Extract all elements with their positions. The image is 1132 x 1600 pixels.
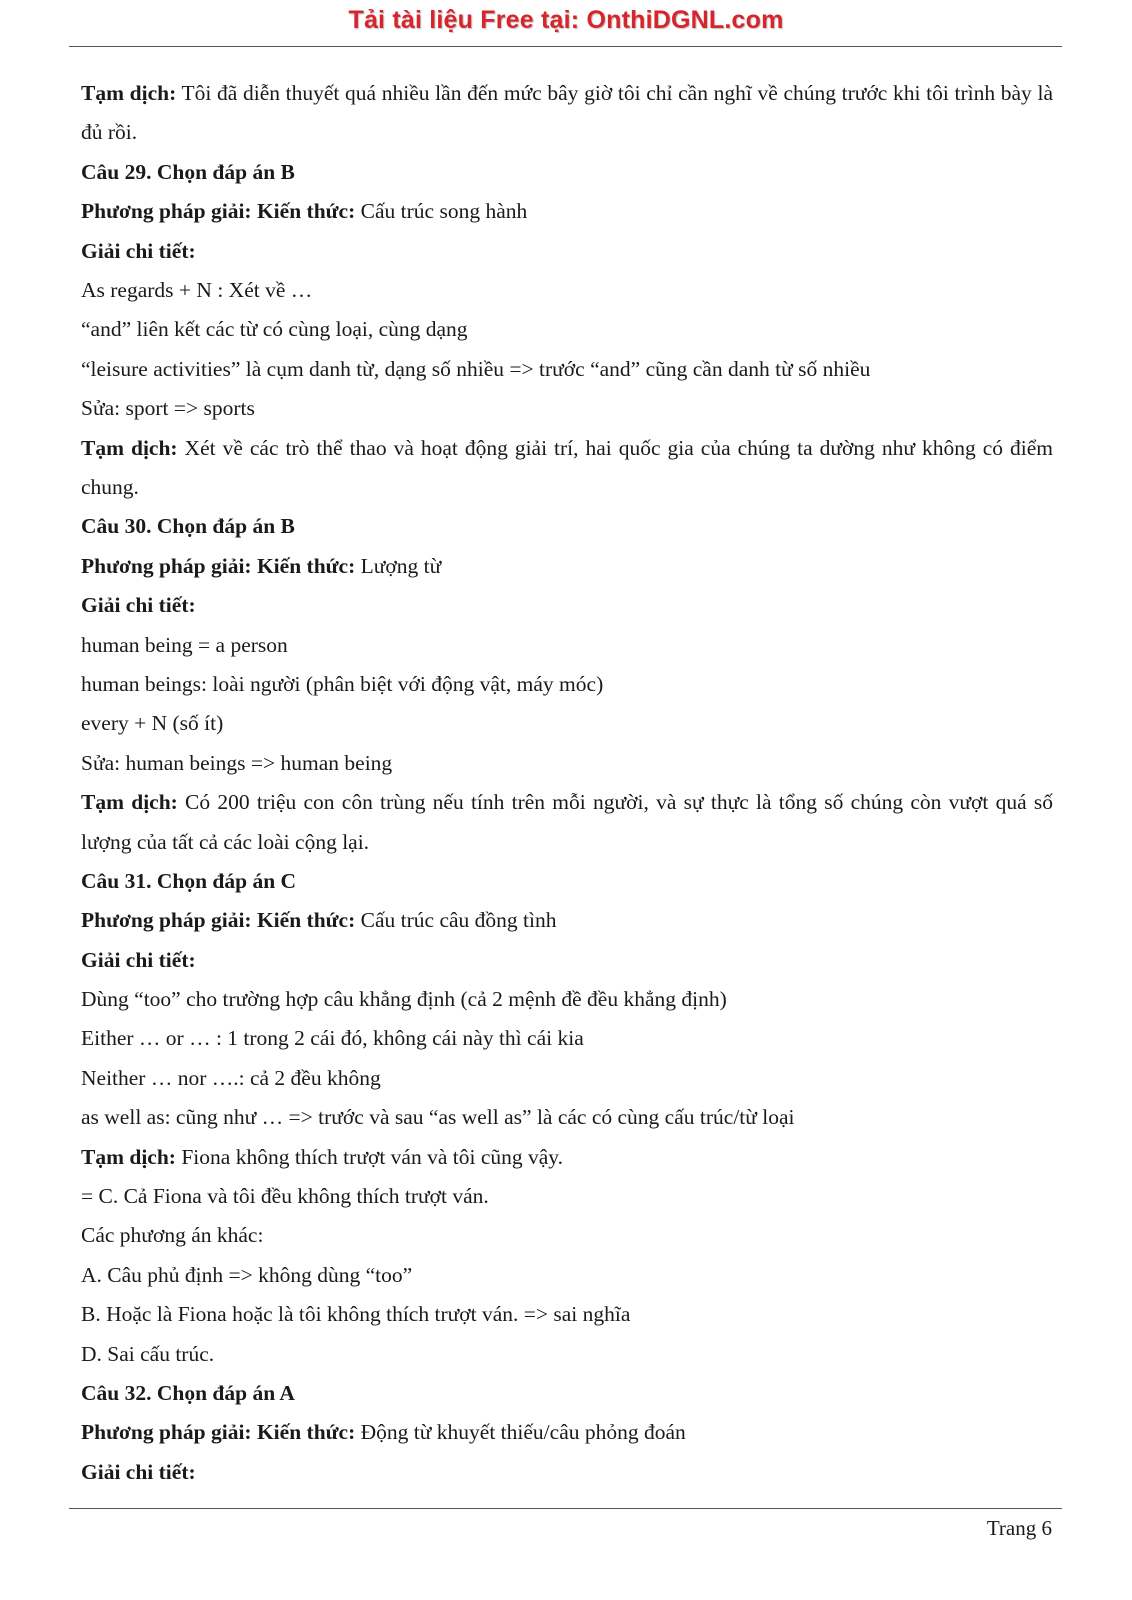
body-line: = C. Cả Fiona và tôi đều không thích trượt ván. <box>81 1184 489 1209</box>
question-heading-32: Câu 32. Chọn đáp án A <box>81 1380 295 1405</box>
body-line: As regards + N : Xét về … <box>81 277 313 302</box>
body-line: human beings: loài người (phân biệt với động vật, máy móc) <box>81 671 604 696</box>
method-text: Cấu trúc câu đồng tình <box>355 908 557 933</box>
body-line: “and” liên kết các từ có cùng loại, cùng dạng <box>81 317 468 342</box>
method-line <box>81 1413 1053 1452</box>
question-heading-29: Câu 29. Chọn đáp án B <box>81 159 295 184</box>
method-label: Phương pháp giải: Kiến thức: <box>81 553 356 578</box>
body-line: Either … or … : 1 trong 2 cái đó, không cái này thì cái kia <box>81 1026 584 1051</box>
correction-line: Sửa: sport => sports <box>81 396 255 421</box>
translation-label: Tạm dịch: <box>81 81 177 105</box>
translation-text: Fiona không thích trượt ván và tôi cũng vậy. <box>175 1144 564 1169</box>
method-line <box>81 901 1053 940</box>
body-line: as well as: cũng như … => trước và sau “as well as” là các có cùng cấu trúc/từ loại <box>81 1105 795 1130</box>
translation-text: Tôi đã diễn thuyết quá nhiều lần đến mức bây giờ tôi chỉ cần nghĩ về chúng trước khi tôi trình bày là đủ rồi. <box>81 81 1053 145</box>
page-number: Trang 6 <box>986 1516 1052 1540</box>
body-line: “leisure activities” là cụm danh từ, dạng số nhiều => trước “and” cũng cần danh từ số nhiều <box>81 356 871 381</box>
translation-line <box>81 429 1053 508</box>
translation-label: Tạm dịch: <box>81 1144 176 1169</box>
option-line: D. Sai cấu trúc. <box>81 1341 215 1366</box>
body-line: every + N (số ít) <box>81 711 224 736</box>
detail-heading: Giải chi tiết: <box>81 1459 196 1484</box>
correction-line: Sửa: human beings => human being <box>81 750 393 775</box>
translation-line <box>81 74 1053 153</box>
translation-label: Tạm dịch: <box>81 790 178 815</box>
option-line: A. Câu phủ định => không dùng “too” <box>81 1262 413 1287</box>
footer-divider <box>69 1508 1062 1509</box>
translation-text: Xét về các trò thể thao và hoạt động giải trí, hai quốc gia của chúng ta dường như không có điểm chung. <box>81 435 1053 499</box>
method-line <box>81 547 1053 586</box>
question-heading-31: Câu 31. Chọn đáp án C <box>81 868 297 893</box>
method-label: Phương pháp giải: Kiến thức: <box>81 908 356 933</box>
detail-heading: Giải chi tiết: <box>81 947 196 972</box>
body-line: human being = a person <box>81 632 288 657</box>
translation-line <box>81 1138 1053 1177</box>
source-banner: Tải tài liệu Free tại: OnthiDGNL.com <box>348 6 784 34</box>
header-divider <box>69 46 1062 47</box>
method-label: Phương pháp giải: Kiến thức: <box>81 199 356 224</box>
body-line: Các phương án khác: <box>81 1223 264 1248</box>
method-text: Cấu trúc song hành <box>355 199 528 224</box>
detail-heading: Giải chi tiết: <box>81 238 196 263</box>
method-label: Phương pháp giải: Kiến thức: <box>81 1420 356 1445</box>
detail-heading: Giải chi tiết: <box>81 593 196 618</box>
option-line: B. Hoặc là Fiona hoặc là tôi không thích trượt ván. => sai nghĩa <box>81 1302 631 1327</box>
method-text: Động từ khuyết thiếu/câu phỏng đoán <box>355 1420 686 1445</box>
question-heading-30: Câu 30. Chọn đáp án B <box>81 514 295 539</box>
body-line: Dùng “too” cho trường hợp câu khẳng định (cả 2 mệnh đề đều khẳng định) <box>81 987 727 1012</box>
method-text: Lượng từ <box>355 553 442 578</box>
translation-text: Có 200 triệu con côn trùng nếu tính trên mỗi người, và sự thực là tổng số chúng còn vượt quá số lượng của tất cả các loài cộng lại. <box>81 790 1053 854</box>
body-line: Neither … nor ….: cả 2 đều không <box>81 1065 381 1090</box>
method-line <box>81 192 1053 231</box>
translation-label: Tạm dịch: <box>81 435 178 460</box>
document-body <box>81 74 1053 1492</box>
translation-line <box>81 783 1053 862</box>
